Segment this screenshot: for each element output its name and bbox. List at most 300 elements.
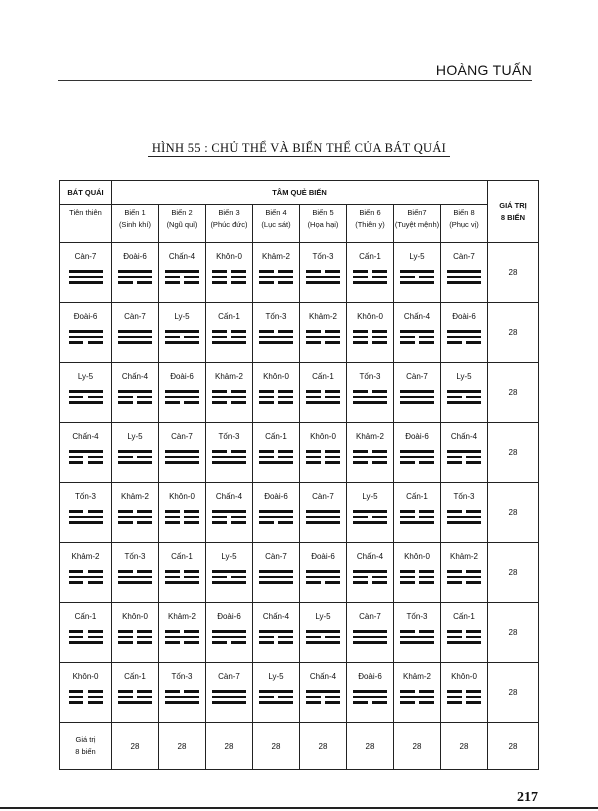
yang-line — [259, 510, 293, 513]
column-header — [394, 205, 441, 243]
yang-line — [165, 330, 199, 333]
yin-line — [259, 641, 293, 644]
yang-line — [306, 336, 340, 339]
yang-line — [353, 636, 387, 639]
yang-line — [212, 701, 246, 704]
yang-line — [259, 690, 293, 693]
yin-line — [118, 521, 152, 524]
yang-line — [353, 696, 387, 699]
yin-line — [165, 401, 199, 404]
yin-line — [259, 270, 293, 273]
yin-line — [69, 341, 103, 344]
yin-line — [447, 696, 481, 699]
yang-line — [212, 630, 246, 633]
trigram-cell — [60, 543, 112, 603]
yin-line — [306, 341, 340, 344]
header-group-text: TÂM QUẺ BIẾN — [272, 188, 327, 197]
trigram-label: Ly-5 — [456, 372, 472, 381]
footer-row — [60, 723, 539, 770]
trigram-cell — [206, 603, 253, 663]
trigram-label: Tốn-3 — [359, 372, 381, 381]
yin-line — [306, 396, 340, 399]
yin-line — [400, 510, 434, 513]
yang-line — [447, 276, 481, 279]
trigram-cell — [206, 483, 253, 543]
trigram-icon — [447, 630, 481, 644]
footer-label-line2: 8 biến — [75, 747, 96, 756]
yin-line — [69, 456, 103, 459]
author-name: HOÀNG TUẤN — [435, 62, 532, 78]
yang-line — [400, 636, 434, 639]
yin-line — [306, 636, 340, 639]
footer-value-text: 28 — [459, 741, 469, 751]
row-value-text: 28 — [508, 568, 518, 577]
yang-line — [400, 270, 434, 273]
yin-line — [212, 276, 246, 279]
yin-line — [69, 581, 103, 584]
trigram-icon — [353, 450, 387, 464]
yang-line — [353, 281, 387, 284]
column-header — [441, 205, 488, 243]
yang-line — [69, 401, 103, 404]
table-row — [60, 363, 539, 423]
footer-value-text: 28 — [412, 741, 422, 751]
trigram-label: Đoài-6 — [311, 552, 335, 561]
trigram-cell — [112, 363, 159, 423]
yin-line — [259, 636, 293, 639]
yang-line — [259, 516, 293, 519]
yang-line — [447, 330, 481, 333]
column-name: Biến 3 — [218, 208, 240, 217]
trigram-label: Tốn-3 — [312, 252, 334, 261]
trigram-cell — [112, 423, 159, 483]
trigram-label: Ly-5 — [362, 492, 378, 501]
trigram-cell — [60, 663, 112, 723]
trigram-cell — [441, 243, 488, 303]
yang-line — [400, 521, 434, 524]
trigram-transformation-table — [59, 180, 539, 770]
yin-line — [447, 701, 481, 704]
yin-line — [165, 521, 199, 524]
row-value — [488, 603, 539, 663]
trigram-label: Khảm-2 — [71, 552, 100, 561]
yin-line — [212, 270, 246, 273]
trigram-cell — [206, 243, 253, 303]
trigram-cell — [394, 303, 441, 363]
trigram-label: Chấn-4 — [356, 552, 384, 561]
trigram-label: Chấn-4 — [450, 432, 478, 441]
trigram-icon — [69, 570, 103, 584]
yang-line — [212, 396, 246, 399]
trigram-cell — [441, 663, 488, 723]
trigram-cell — [394, 663, 441, 723]
trigram-label: Càn-7 — [453, 252, 475, 261]
figure-title — [0, 141, 598, 156]
yang-line — [259, 570, 293, 573]
trigram-label: Càn-7 — [406, 372, 428, 381]
yang-line — [212, 456, 246, 459]
yin-line — [447, 570, 481, 573]
trigram-icon — [447, 390, 481, 404]
trigram-cell — [253, 423, 300, 483]
yang-line — [118, 270, 152, 273]
yin-line — [118, 570, 152, 573]
yang-line — [165, 636, 199, 639]
yang-line — [118, 461, 152, 464]
trigram-cell — [253, 363, 300, 423]
yin-line — [69, 570, 103, 573]
yang-line — [259, 630, 293, 633]
yang-line — [447, 336, 481, 339]
trigram-label: Tốn-3 — [265, 312, 287, 321]
trigram-cell — [159, 243, 206, 303]
trigram-cell — [112, 663, 159, 723]
column-header — [253, 205, 300, 243]
trigram-cell — [300, 603, 347, 663]
yang-line — [69, 641, 103, 644]
trigram-icon — [306, 570, 340, 584]
column-sub: (Sinh khí) — [118, 220, 152, 229]
trigram-label: Ly-5 — [409, 252, 425, 261]
yang-line — [118, 276, 152, 279]
trigram-label: Khôn-0 — [310, 432, 336, 441]
yang-line — [165, 450, 199, 453]
row-value — [488, 363, 539, 423]
trigram-cell — [206, 303, 253, 363]
trigram-icon — [259, 390, 293, 404]
yang-line — [259, 581, 293, 584]
yin-line — [400, 570, 434, 573]
trigram-cell — [300, 243, 347, 303]
trigram-label: Cấn-1 — [74, 612, 97, 621]
yin-line — [69, 461, 103, 464]
trigram-icon — [212, 630, 246, 644]
trigram-label: Tốn-3 — [406, 612, 428, 621]
yang-line — [69, 336, 103, 339]
yang-line — [447, 521, 481, 524]
yin-line — [165, 276, 199, 279]
yin-line — [212, 390, 246, 393]
trigram-label: Khảm-2 — [261, 252, 290, 261]
yang-line — [447, 641, 481, 644]
trigram-cell — [347, 363, 394, 423]
column-name: Biến 1 — [124, 208, 146, 217]
trigram-icon — [306, 270, 340, 284]
trigram-icon — [400, 690, 434, 704]
footer-total-text: 28 — [508, 741, 518, 751]
trigram-icon — [69, 450, 103, 464]
trigram-icon — [353, 570, 387, 584]
trigram-label: Chấn-4 — [72, 432, 99, 441]
yin-line — [165, 570, 199, 573]
yang-line — [400, 281, 434, 284]
yang-line — [400, 396, 434, 399]
header-value — [488, 181, 539, 243]
trigram-label: Đoài-6 — [73, 312, 98, 321]
trigram-icon — [212, 690, 246, 704]
trigram-cell — [394, 543, 441, 603]
yin-line — [212, 281, 246, 284]
trigram-label: Đoài-6 — [170, 372, 194, 381]
yin-line — [306, 450, 340, 453]
trigram-icon — [306, 510, 340, 524]
trigram-label: Đoài-6 — [123, 252, 147, 261]
trigram-icon — [165, 330, 199, 344]
yin-line — [259, 401, 293, 404]
table-row — [60, 663, 539, 723]
yang-line — [447, 576, 481, 579]
trigram-icon — [69, 510, 103, 524]
yin-line — [118, 281, 152, 284]
yin-line — [69, 636, 103, 639]
header-tien-thien — [60, 205, 112, 243]
trigram-label: Khảm-2 — [214, 372, 243, 381]
trigram-icon — [400, 570, 434, 584]
column-name: Biến 6 — [359, 208, 381, 217]
yang-line — [165, 390, 199, 393]
yang-line — [69, 390, 103, 393]
yin-line — [118, 641, 152, 644]
footer-total — [488, 723, 539, 770]
trigram-label: Chấn-4 — [309, 672, 337, 681]
yang-line — [400, 330, 434, 333]
trigram-icon — [259, 630, 293, 644]
footer-value-text: 28 — [177, 741, 187, 751]
yin-line — [212, 336, 246, 339]
trigram-icon — [212, 390, 246, 404]
footer-value — [159, 723, 206, 770]
yang-line — [118, 701, 152, 704]
yin-line — [69, 696, 103, 699]
trigram-icon — [259, 690, 293, 704]
trigram-icon — [118, 510, 152, 524]
trigram-cell — [60, 483, 112, 543]
trigram-cell — [300, 543, 347, 603]
header-bat-quai — [60, 181, 112, 205]
trigram-cell — [253, 243, 300, 303]
yang-line — [400, 450, 434, 453]
yang-line — [306, 630, 340, 633]
trigram-cell — [60, 303, 112, 363]
page-number: 217 — [517, 790, 538, 805]
trigram-cell — [159, 303, 206, 363]
footer-label — [60, 723, 112, 770]
yang-line — [118, 581, 152, 584]
row-value — [488, 243, 539, 303]
yin-line — [400, 576, 434, 579]
yin-line — [212, 641, 246, 644]
column-header — [112, 205, 159, 243]
trigram-icon — [447, 330, 481, 344]
yin-line — [212, 516, 246, 519]
trigram-icon — [212, 450, 246, 464]
trigram-cell — [159, 603, 206, 663]
trigram-label: Tốn-3 — [124, 552, 146, 561]
trigram-icon — [447, 270, 481, 284]
yin-line — [165, 281, 199, 284]
trigram-cell — [300, 483, 347, 543]
trigram-icon — [400, 630, 434, 644]
trigram-icon — [306, 450, 340, 464]
yang-line — [447, 270, 481, 273]
yin-line — [165, 641, 199, 644]
yang-line — [306, 276, 340, 279]
trigram-icon — [400, 450, 434, 464]
trigram-icon — [400, 510, 434, 524]
trigram-label: Càn-7 — [218, 672, 240, 681]
yin-line — [306, 701, 340, 704]
trigram-label: Khôn-0 — [72, 672, 99, 681]
yang-line — [212, 581, 246, 584]
trigram-cell — [112, 543, 159, 603]
yin-line — [353, 276, 387, 279]
trigram-label: Đoài-6 — [452, 312, 476, 321]
trigram-label: Càn-7 — [171, 432, 193, 441]
row-value-text: 28 — [508, 448, 518, 457]
trigram-icon — [353, 390, 387, 404]
row-value — [488, 483, 539, 543]
yang-line — [69, 521, 103, 524]
trigram-icon — [400, 390, 434, 404]
header-value-line2: 8 BIẾN — [500, 212, 526, 222]
trigram-icon — [259, 450, 293, 464]
trigram-cell — [347, 663, 394, 723]
trigram-label: Chấn-4 — [215, 492, 243, 501]
column-name: Biến 8 — [453, 208, 475, 217]
yin-line — [353, 576, 387, 579]
column-name: Biến 5 — [312, 208, 334, 217]
yin-line — [212, 521, 246, 524]
yin-line — [447, 690, 481, 693]
trigram-icon — [118, 450, 152, 464]
trigram-label: Cấn-1 — [359, 252, 381, 261]
yang-line — [118, 576, 152, 579]
trigram-label: Cấn-1 — [406, 492, 428, 501]
column-sub: (Ngũ quỉ) — [166, 220, 198, 229]
yin-line — [212, 401, 246, 404]
trigram-cell — [253, 483, 300, 543]
trigram-icon — [259, 510, 293, 524]
trigram-icon — [165, 450, 199, 464]
trigram-label: Khảm-2 — [167, 612, 196, 621]
yang-line — [69, 330, 103, 333]
yang-line — [306, 281, 340, 284]
trigram-cell — [347, 303, 394, 363]
trigram-cell — [206, 543, 253, 603]
yin-line — [165, 576, 199, 579]
trigram-icon — [118, 570, 152, 584]
yang-line — [447, 281, 481, 284]
trigram-icon — [353, 630, 387, 644]
trigram-label: Chấn-4 — [168, 252, 196, 261]
trigram-label: Cấn-1 — [124, 672, 146, 681]
trigram-cell — [253, 303, 300, 363]
trigram-icon — [400, 270, 434, 284]
trigram-cell — [253, 603, 300, 663]
footer-label-line1: Giá trị — [75, 735, 96, 744]
yang-line — [353, 630, 387, 633]
column-header — [300, 205, 347, 243]
trigram-label: Cấn-1 — [171, 552, 193, 561]
trigram-label: Ly-5 — [315, 612, 331, 621]
yang-line — [306, 690, 340, 693]
trigram-cell — [112, 483, 159, 543]
trigram-cell — [347, 603, 394, 663]
yin-line — [259, 521, 293, 524]
trigram-icon — [118, 690, 152, 704]
yang-line — [306, 401, 340, 404]
yin-line — [259, 456, 293, 459]
yin-line — [353, 390, 387, 393]
yin-line — [447, 630, 481, 633]
trigram-icon — [447, 570, 481, 584]
trigram-cell — [441, 303, 488, 363]
yang-line — [69, 276, 103, 279]
trigram-label: Cấn-1 — [453, 612, 475, 621]
trigram-label: Khảm-2 — [355, 432, 384, 441]
yang-line — [212, 696, 246, 699]
column-name: Biến 2 — [171, 208, 193, 217]
yang-line — [400, 696, 434, 699]
yang-line — [212, 570, 246, 573]
yang-line — [259, 341, 293, 344]
trigram-label: Tốn-3 — [171, 672, 193, 681]
trigram-label: Ly-5 — [174, 312, 190, 321]
yang-line — [400, 641, 434, 644]
yang-line — [306, 510, 340, 513]
trigram-label: Càn-7 — [265, 552, 287, 561]
trigram-icon — [118, 630, 152, 644]
yin-line — [353, 330, 387, 333]
row-value-text: 28 — [508, 268, 518, 277]
footer-value — [441, 723, 488, 770]
trigram-cell — [112, 303, 159, 363]
trigram-icon — [259, 570, 293, 584]
footer-value — [394, 723, 441, 770]
trigram-cell — [394, 483, 441, 543]
trigram-cell — [347, 423, 394, 483]
yang-line — [400, 401, 434, 404]
yang-line — [306, 516, 340, 519]
yin-line — [400, 461, 434, 464]
trigram-cell — [206, 363, 253, 423]
trigram-cell — [441, 363, 488, 423]
yin-line — [353, 341, 387, 344]
yin-line — [165, 516, 199, 519]
footer-value-text: 28 — [271, 741, 281, 751]
yin-line — [353, 336, 387, 339]
yang-line — [69, 576, 103, 579]
trigram-cell — [159, 663, 206, 723]
trigram-icon — [353, 270, 387, 284]
footer-value — [206, 723, 253, 770]
trigram-cell — [347, 243, 394, 303]
trigram-label: Càn-7 — [312, 492, 334, 501]
trigram-icon — [118, 390, 152, 404]
yin-line — [447, 396, 481, 399]
yang-line — [400, 456, 434, 459]
yin-line — [259, 450, 293, 453]
trigram-label: Đoài-6 — [405, 432, 429, 441]
row-value — [488, 423, 539, 483]
yin-line — [400, 516, 434, 519]
trigram-label: Khôn-0 — [169, 492, 195, 501]
yin-line — [259, 390, 293, 393]
trigram-label: Khôn-0 — [404, 552, 430, 561]
trigram-label: Khảm-2 — [449, 552, 478, 561]
row-value-text: 28 — [508, 388, 518, 397]
footer-value-text: 28 — [130, 741, 140, 751]
